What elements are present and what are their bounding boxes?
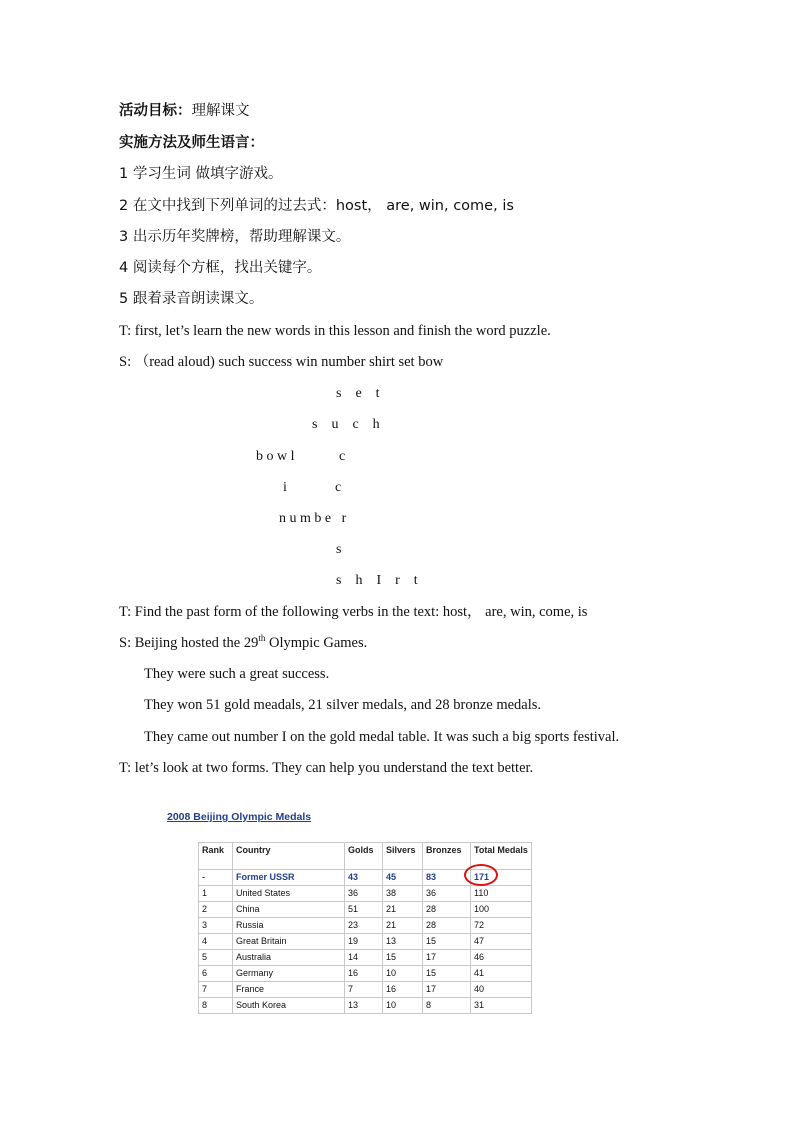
dialog-s2-post: Olympic Games. xyxy=(265,635,368,651)
table-cell: 41 xyxy=(471,966,532,982)
table-cell: 10 xyxy=(383,998,423,1014)
table-cell: 40 xyxy=(471,982,532,998)
table-cell: 16 xyxy=(345,966,383,982)
puzzle-row-number: n u m b e r xyxy=(279,511,347,526)
dialog-s3: They were such a great success. xyxy=(144,666,330,682)
table-cell: - xyxy=(199,870,233,886)
table-cell: 2 xyxy=(199,902,233,918)
objective-heading xyxy=(119,102,250,120)
table-cell: 6 xyxy=(199,966,233,982)
dialog-s1: S: （read aloud) such success win number shirt set bow xyxy=(119,354,444,370)
table-cell: 15 xyxy=(383,950,423,966)
step-5: 5 跟着录音朗读课文。 xyxy=(119,291,264,307)
table-cell: 14 xyxy=(345,950,383,966)
highlight-circle xyxy=(464,864,498,886)
table-cell: 110 xyxy=(471,886,532,902)
puzzle-row-such: s u c h xyxy=(312,417,380,432)
puzzle-row-win-c: c xyxy=(335,480,342,495)
table-cell: Great Britain xyxy=(233,934,345,950)
dialog-s2-sup: th xyxy=(258,633,266,644)
table-cell: 47 xyxy=(471,934,532,950)
table-cell: 100 xyxy=(471,902,532,918)
dialog-t2: T: Find the past form of the following verbs in the text: host， are, win, come, is xyxy=(119,604,588,620)
table-row xyxy=(199,950,532,966)
table-row xyxy=(199,934,532,950)
step-3: 3 出示历年奖牌榜，帮助理解课文。 xyxy=(119,229,351,245)
header-country: Country xyxy=(233,843,345,870)
table-row xyxy=(199,998,532,1014)
table-cell: 13 xyxy=(345,998,383,1014)
puzzle-row-bowl-c: c xyxy=(339,449,346,464)
dialog-s2 xyxy=(119,634,367,652)
header-golds: Golds xyxy=(345,843,383,870)
dialog-s5: They came out number I on the gold medal table. It was such a big sports festival. xyxy=(144,729,620,745)
dialog-t3: T: let’s look at two forms. They can help you understand the text better. xyxy=(119,760,534,776)
table-cell: 31 xyxy=(471,998,532,1014)
objective-label: 活动目标： xyxy=(119,103,192,119)
table-row xyxy=(199,886,532,902)
puzzle-row-shirt: s h I r t xyxy=(336,573,418,588)
dialog-s4: They won 51 gold meadals, 21 silver medals, and 28 bronze medals. xyxy=(144,697,542,713)
dialog-t1: T: first, let’s learn the new words in this lesson and finish the word puzzle. xyxy=(119,323,551,339)
table-cell: 28 xyxy=(423,902,471,918)
table-cell: China xyxy=(233,902,345,918)
table-cell: 51 xyxy=(345,902,383,918)
table-row xyxy=(199,902,532,918)
table-cell: 13 xyxy=(383,934,423,950)
header-total: Total Medals xyxy=(471,843,532,870)
table-cell: 7 xyxy=(199,982,233,998)
step-1: 1 学习生词 做填字游戏。 xyxy=(119,166,283,182)
table-row xyxy=(199,982,532,998)
table-cell: 72 xyxy=(471,918,532,934)
table-cell: South Korea xyxy=(233,998,345,1014)
table-cell: 21 xyxy=(383,918,423,934)
header-bronzes: Bronzes xyxy=(423,843,471,870)
table-cell: 46 xyxy=(471,950,532,966)
table-cell: 83 xyxy=(423,870,471,886)
table-cell: 43 xyxy=(345,870,383,886)
table-cell: 3 xyxy=(199,918,233,934)
table-row xyxy=(199,918,532,934)
medal-table-title: 2008 Beijing Olympic Medals xyxy=(167,811,312,823)
table-row xyxy=(199,966,532,982)
table-cell: 1 xyxy=(199,886,233,902)
table-cell: 10 xyxy=(383,966,423,982)
table-cell: Russia xyxy=(233,918,345,934)
table-cell: Former USSR xyxy=(233,870,345,886)
step-4: 4 阅读每个方框，找出关键字。 xyxy=(119,260,322,276)
table-cell: 4 xyxy=(199,934,233,950)
table-cell: France xyxy=(233,982,345,998)
table-cell: 23 xyxy=(345,918,383,934)
table-cell: Germany xyxy=(233,966,345,982)
puzzle-row-s: s xyxy=(336,542,342,557)
header-silvers: Silvers xyxy=(383,843,423,870)
table-cell: 17 xyxy=(423,950,471,966)
table-cell: 5 xyxy=(199,950,233,966)
table-cell: 38 xyxy=(383,886,423,902)
table-cell: 7 xyxy=(345,982,383,998)
table-cell: 171 xyxy=(471,870,532,886)
method-heading: 实施方法及师生语言： xyxy=(119,135,264,151)
table-cell: 16 xyxy=(383,982,423,998)
table-cell: 36 xyxy=(345,886,383,902)
table-cell: 36 xyxy=(423,886,471,902)
table-cell: 28 xyxy=(423,918,471,934)
step-2 xyxy=(119,197,514,215)
table-cell: 19 xyxy=(345,934,383,950)
table-cell: 15 xyxy=(423,934,471,950)
table-cell: 17 xyxy=(423,982,471,998)
objective-value: 理解课文 xyxy=(191,103,250,119)
table-cell: 8 xyxy=(423,998,471,1014)
dialog-s2-pre: S: Beijing hosted the 29 xyxy=(119,635,259,651)
table-cell: 45 xyxy=(383,870,423,886)
header-rank: Rank xyxy=(199,843,233,870)
puzzle-row-win-i: i xyxy=(283,480,287,495)
step-2-text: 2 在文中找到下列单词的过去式：host， are, win, come, is xyxy=(119,198,514,214)
puzzle-row-bowl: b o w l xyxy=(256,449,295,464)
table-cell: 21 xyxy=(383,902,423,918)
puzzle-row-set: s e t xyxy=(336,386,380,401)
table-cell: 15 xyxy=(423,966,471,982)
table-cell: 8 xyxy=(199,998,233,1014)
table-cell: Australia xyxy=(233,950,345,966)
table-cell: United States xyxy=(233,886,345,902)
